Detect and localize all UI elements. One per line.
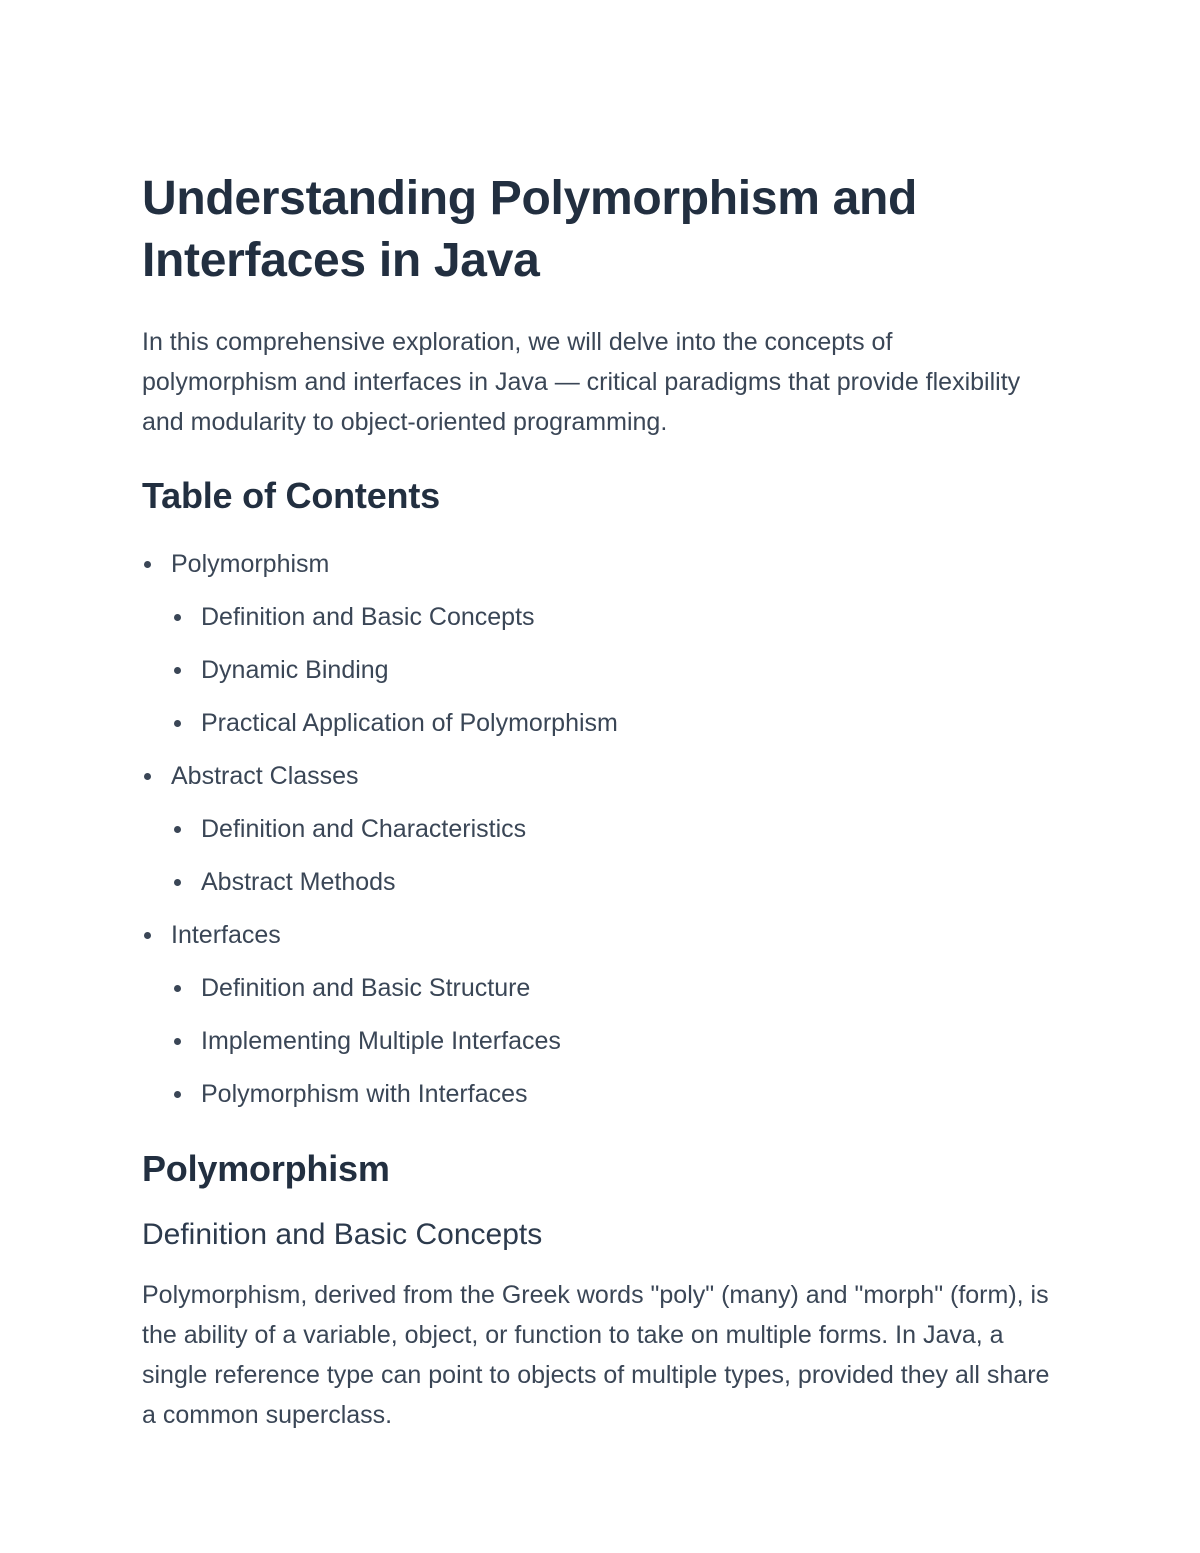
toc-heading: Table of Contents	[142, 475, 440, 516]
toc-item-definition-basic-structure: Definition and Basic Structure	[142, 962, 1050, 1015]
toc-item-dynamic-binding: Dynamic Binding	[142, 644, 1050, 697]
intro-paragraph: In this comprehensive exploration, we will delve into the concepts of polymorphism and interfaces in Java — critical paradigms that provide flexibility and modularity to object-oriented programming.	[142, 328, 1021, 436]
toc-item-abstract-classes: Abstract Classes	[142, 750, 1050, 803]
document-title: Understanding Polymorphism and Interfaces in Java	[142, 172, 918, 287]
toc-item-interfaces: Interfaces	[142, 909, 1050, 962]
toc-item-implementing-multiple-interfaces: Implementing Multiple Interfaces	[142, 1015, 1050, 1068]
toc-item-definition-characteristics: Definition and Characteristics	[142, 803, 1050, 856]
section-paragraph: Polymorphism, derived from the Greek words "poly" (many) and "morph" (form), is the ability of a variable, object, or function to take on multiple forms. In Java, a single reference type can point to objects of multiple types, provided they all share a common superclass.	[142, 1281, 1050, 1429]
toc-item-polymorphism: Polymorphism	[142, 538, 1050, 591]
toc-item-polymorphism-with-interfaces: Polymorphism with Interfaces	[142, 1068, 1050, 1121]
toc-item-practical-application: Practical Application of Polymorphism	[142, 697, 1050, 750]
section-heading-polymorphism: Polymorphism	[142, 1148, 390, 1189]
toc-item-definition-basic-concepts: Definition and Basic Concepts	[142, 591, 1050, 644]
toc-list	[142, 538, 1050, 1121]
subsection-heading-definition: Definition and Basic Concepts	[142, 1218, 543, 1251]
toc-item-abstract-methods: Abstract Methods	[142, 856, 1050, 909]
